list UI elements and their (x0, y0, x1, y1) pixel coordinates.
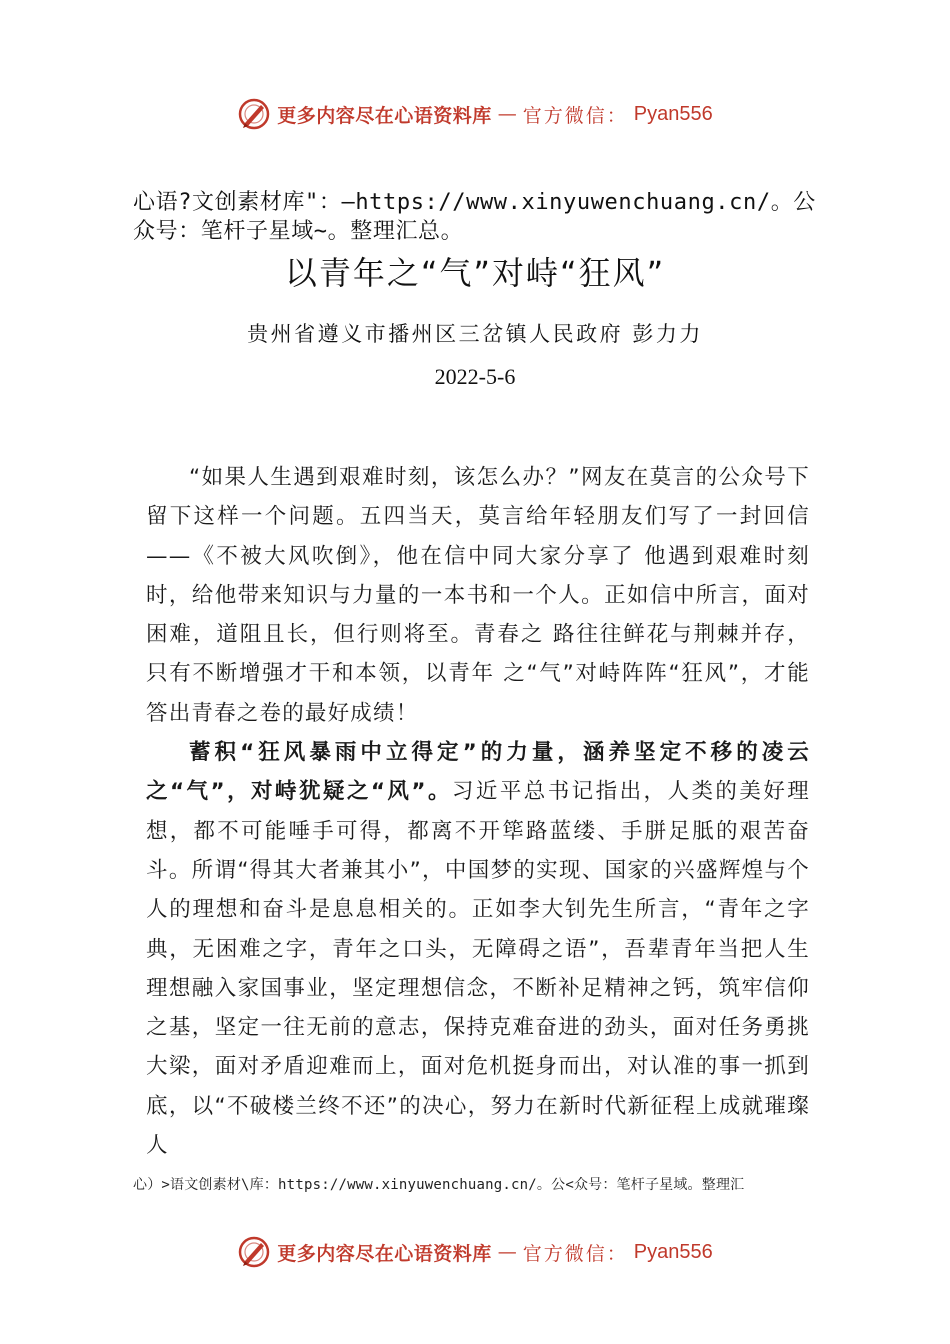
paragraph-2 (146, 733, 810, 1165)
footer-note: 心）>语文创素材\库：https://www.xinyuwenchuang.cn/。公<众号：笔杆子星域。整理汇 (133, 1177, 745, 1193)
banner-dash: — (497, 103, 517, 125)
article-body (146, 458, 810, 1165)
banner-title: 更多内容尽在心语资料库 (277, 104, 492, 127)
banner-dash: — (497, 1241, 517, 1263)
banner-title: 更多内容尽在心语资料库 (277, 1242, 492, 1265)
pen-logo-icon (237, 1235, 271, 1269)
article-title: 以青年之“气”对峙“狂风” (284, 254, 666, 292)
source-note: 心语?文创素材库"：—https://www.xinyuwenchuang.cn/。公众号：笔杆子星域~。整理汇总。 (133, 190, 816, 244)
header-banner (0, 94, 950, 134)
pen-logo-icon (237, 97, 271, 131)
banner-wechat-id: Pyan556 (633, 102, 713, 125)
footer-banner (0, 1232, 950, 1272)
banner-wechat-label: 官方微信： (522, 1242, 628, 1265)
article-date: 2022-5-6 (434, 364, 516, 389)
banner-wechat-id: Pyan556 (633, 1240, 713, 1263)
paragraph-1: “如果人生遇到艰难时刻，该怎么办？”网友在莫言的公众号下留下这样一个问题。五四当天，莫言给年轻朋友们写了一封回信——《不被大风吹倒》，他在信中同大家分享了 他遇到艰难时刻时，给他带来知识与力量的一本书和一个人。正如信中所言，面对困难，道阻且长，但行则将至。青春之 路往往鲜花与荆棘并存，只有不断增强才干和本领，以青年 之“气”对峙阵阵“狂风”，才能答出青春之卷的最好成绩！ (146, 465, 810, 726)
article-author: 贵州省遵义市播州区三岔镇人民政府 彭力力 (247, 322, 703, 346)
paragraph-2-body: 习近平总书记指出，人类的美好理想，都不可能唾手可得，都离不开筚路蓝缕、手胼足胝的艰苦奋斗。所谓“得其大者兼其小”，中国梦的实现、国家的兴盛辉煌与个人的理想和奋斗是息息相关的。正如李大钊先生所言，“青年之字典，无困难之字，青年之口头，无障碍之语”，吾辈青年当把人生理想融入家国事业，坚定理想信念，不断补足精神之钙，筑牢信仰之基，坚定一往无前的意志，保持克难奋进的劲头，面对任务勇挑大梁，面对矛盾迎难而上，面对危机挺身而出，对认准的事一抓到底，以“不破楼兰终不还”的决心，努力在新时代新征程上成就璀璨人 (146, 779, 810, 1159)
paragraph-2-lead: 蓄积“狂风暴雨中立得定”的力量，涵养坚定不移的凌云之“气”，对峙犹疑之“风”。 (146, 740, 810, 805)
banner-wechat-label: 官方微信： (522, 104, 628, 127)
